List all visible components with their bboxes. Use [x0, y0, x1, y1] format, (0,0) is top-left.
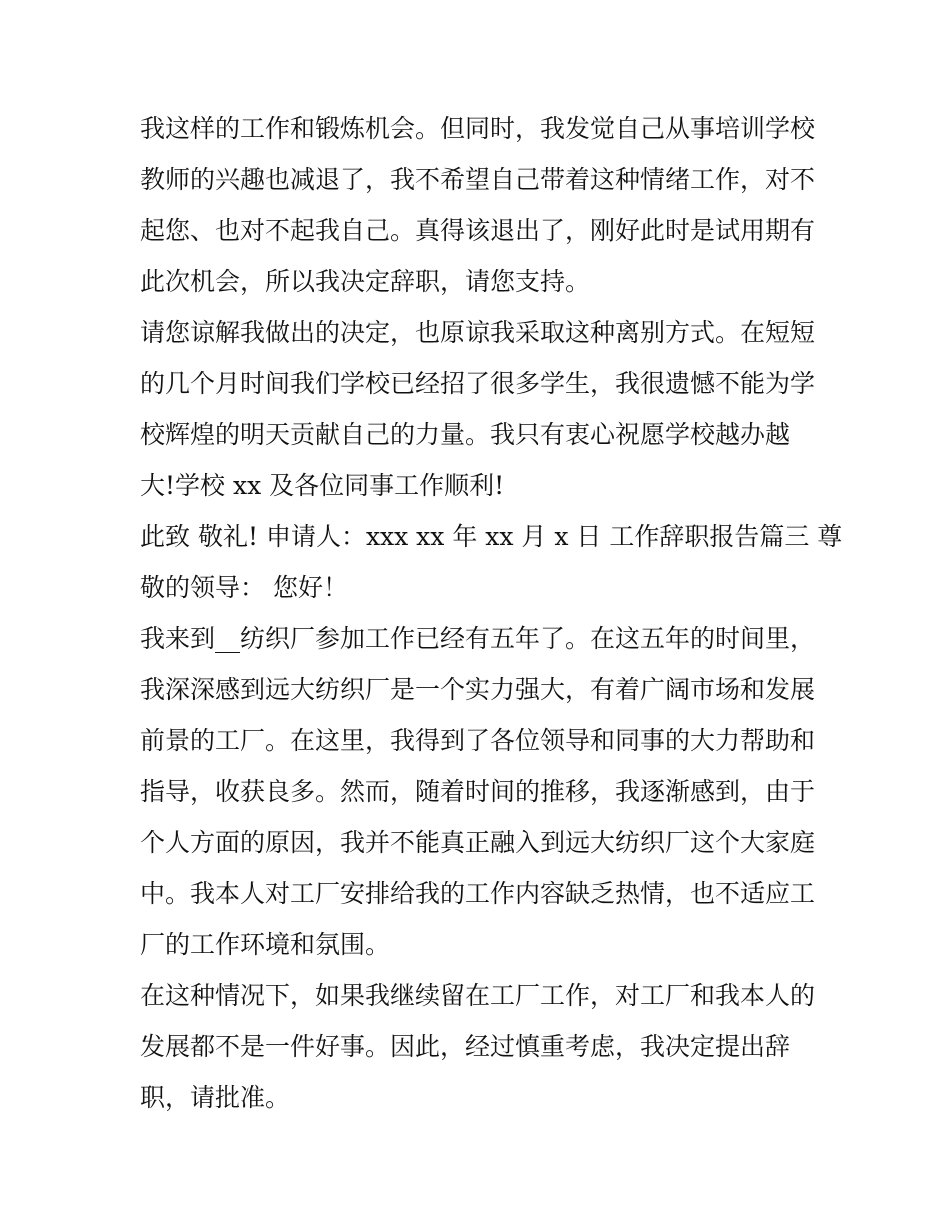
text-line: 的几个月时间我们学校已经招了很多学生，我很遗憾不能为学: [140, 369, 816, 398]
text-line: 前景的工厂。在这里，我得到了各位领导和同事的大力帮助和: [140, 726, 816, 755]
text-line: 厂的工作环境和氛围。: [140, 930, 391, 959]
text-line: 请您谅解我做出的决定，也原谅我采取这种离别方式。在短短: [140, 318, 816, 347]
text-line: 教师的兴趣也减退了，我不希望自己带着这种情绪工作，对不: [140, 165, 816, 194]
text-line: 中。我本人对工厂安排给我的工作内容缺乏热情，也不适应工: [140, 879, 816, 908]
text-line: 我来到__纺织厂参加工作已经有五年了。在这五年的时间里，: [140, 624, 816, 653]
text-line: 在这种情况下，如果我继续留在工厂工作，对工厂和我本人的: [140, 981, 816, 1010]
text-line: 个人方面的原因，我并不能真正融入到远大纺织厂这个大家庭: [140, 828, 816, 857]
text-line: 发展都不是一件好事。因此，经过慎重考虑，我决定提出辞: [140, 1032, 791, 1061]
text-line: 职，请批准。: [140, 1083, 291, 1112]
text-line: 校辉煌的明天贡献自己的力量。我只有衷心祝愿学校越办越: [140, 420, 791, 449]
text-line: 大!学校 xx 及各位同事工作顺利!: [140, 471, 505, 500]
text-line: 我深深感到远大纺织厂是一个实力强大，有着广阔市场和发展: [140, 675, 816, 704]
document-body: [140, 103, 843, 1123]
text-line: 敬的领导： 您好！: [140, 573, 348, 602]
text-line: 指导，收获良多。然而，随着时间的推移，我逐渐感到，由于: [140, 777, 816, 806]
text-line: 此次机会，所以我决定辞职，请您支持。: [140, 267, 591, 296]
text-line: 我这样的工作和锻炼机会。但同时，我发觉自己从事培训学校: [140, 114, 816, 143]
text-line: 此致 敬礼! 申请人：xxx xx 年 xx 月 x 日 工作辞职报告篇三 尊: [140, 522, 843, 551]
text-line: 起您、也对不起我自己。真得该退出了，刚好此时是试用期有: [140, 216, 816, 245]
